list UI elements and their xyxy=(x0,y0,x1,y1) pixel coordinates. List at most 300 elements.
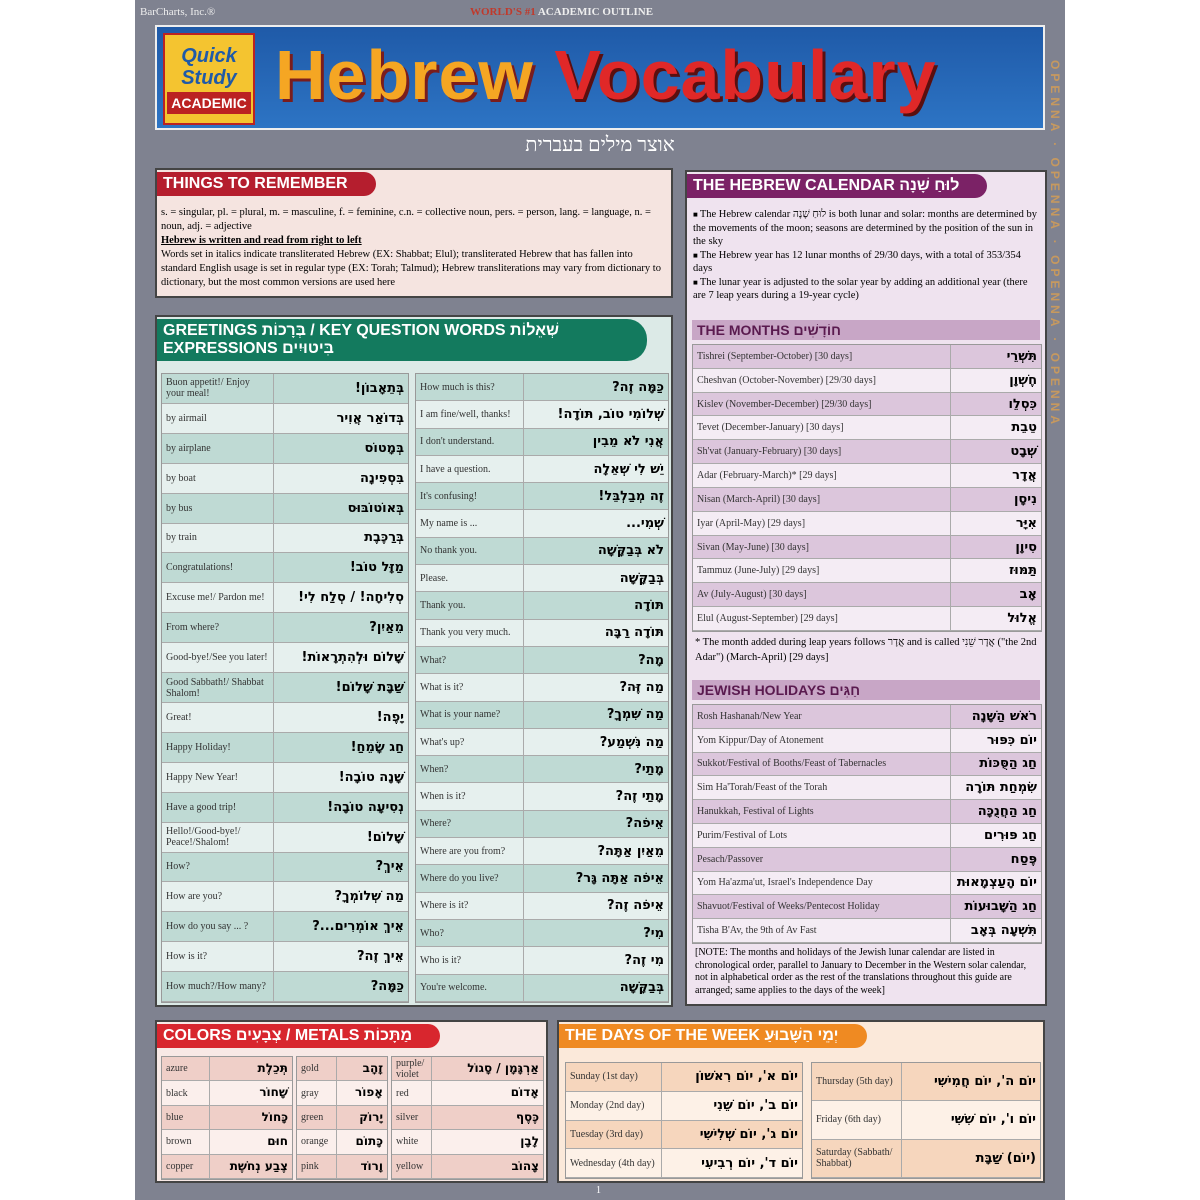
table-row xyxy=(693,824,1041,848)
hebrew-term: יוֹם ו', יוֹם שִׁשִּׁי xyxy=(950,1112,1036,1128)
table-row xyxy=(416,538,668,565)
english-term: My name is ... xyxy=(416,510,524,536)
holidays-table xyxy=(692,704,1042,944)
table-row xyxy=(392,1155,543,1179)
section-heading: GREETINGS בְּרָכוֹת / KEY QUESTION WORDS שְׁאֵלוֹת EXPRESSIONS בִּיטוּיִים xyxy=(157,319,647,361)
hebrew-term: אִיָּר xyxy=(1015,515,1037,531)
table-row xyxy=(812,1140,1040,1178)
hebrew-term: מַה נִּשְׁמַע? xyxy=(599,734,664,750)
english-term: I am fine/well, thanks! xyxy=(416,401,524,427)
english-term: Sh'vat (January-February) [30 days] xyxy=(693,440,951,463)
section-heading: THE DAYS OF THE WEEK יְמֵי הַשָּׁבוּעַ xyxy=(559,1024,867,1048)
calendar-bullets xyxy=(693,208,1039,303)
abbreviations: s. = singular, pl. = plural, m. = masculine, f. = feminine, c.n. = collective noun, pers. = person, lang. = language, n. = noun, adj. = adjective xyxy=(161,207,651,232)
table-row xyxy=(297,1130,387,1154)
hebrew-term: אֵיפֹה? xyxy=(625,816,664,832)
table-row xyxy=(693,536,1041,560)
hebrew-term: יוֹם ה', יוֹם חֲמִישִׁי xyxy=(934,1074,1036,1090)
table-row xyxy=(693,440,1041,464)
english-term: white xyxy=(392,1130,432,1153)
logo-line: Quick xyxy=(181,44,237,67)
section-heading: COLORS צְבָעִים / METALS מַתָּכוֹת xyxy=(157,1024,440,1048)
english-term: What? xyxy=(416,647,524,673)
hebrew-term: אֵיפֹה זֶה? xyxy=(607,898,664,914)
english-term: Tevet (December-January) [30 days] xyxy=(693,416,951,439)
hebrew-term: מַה שְּׁלוֹמְךָ? xyxy=(334,889,404,905)
english-term: Thank you very much. xyxy=(416,620,524,646)
english-term: You're welcome. xyxy=(416,975,524,1001)
table-row xyxy=(162,613,408,643)
hebrew-term: שָׁלוֹם! xyxy=(366,829,404,845)
english-term: I have a question. xyxy=(416,456,524,482)
english-term: What is your name? xyxy=(416,702,524,728)
quickstudy-logo xyxy=(163,33,255,125)
colors-table xyxy=(296,1056,388,1180)
english-term: Nisan (March-April) [30 days] xyxy=(693,488,951,511)
hebrew-term: בְּרַכֶּבֶת xyxy=(364,530,404,546)
english-term: Sivan (May-June) [30 days] xyxy=(693,536,951,559)
english-term: Friday (6th day) xyxy=(812,1101,902,1138)
english-term: Where are you from? xyxy=(416,838,524,864)
table-row xyxy=(162,583,408,613)
hebrew-term: מַזָּל טוֹב! xyxy=(349,560,404,576)
english-term: Pesach/Passover xyxy=(693,848,951,871)
english-term: How much?/How many? xyxy=(162,972,274,1001)
english-term: Please. xyxy=(416,565,524,591)
table-row xyxy=(162,673,408,703)
hebrew-term: אֲדָר xyxy=(1012,468,1037,484)
english-term: What is it? xyxy=(416,674,524,700)
hebrew-term: יוֹם הָעַצְמָאוּת xyxy=(956,875,1037,891)
english-term: From where? xyxy=(162,613,274,642)
hebrew-subtitle: אוצר מילים בעברית xyxy=(525,134,675,156)
table-row xyxy=(392,1106,543,1130)
english-term: by train xyxy=(162,524,274,553)
english-term: Adar (February-March)* [29 days] xyxy=(693,464,951,487)
hebrew-term: בְּבַקָּשָׁה xyxy=(619,570,664,586)
hebrew-term: זֶה מְבַלְבֵּל! xyxy=(598,488,664,504)
table-row xyxy=(162,524,408,554)
english-term: Good-bye!/See you later! xyxy=(162,643,274,672)
bullet: ■ The Hebrew calendar לוּחַ שָׁנָה is both lunar and solar: months are determined by the movements of the moon; seasons are determined by the position of the sun in the sky xyxy=(693,208,1039,249)
table-row xyxy=(162,853,408,883)
table-row xyxy=(693,488,1041,512)
things-text xyxy=(161,206,667,290)
section-heading: THINGS TO REMEMBER xyxy=(157,172,376,196)
table-row xyxy=(162,494,408,524)
table-row xyxy=(162,1155,292,1179)
table-row xyxy=(416,920,668,947)
hebrew-term: תְּכֵלֶת xyxy=(257,1061,288,1075)
tagline-text: ACADEMIC OUTLINE xyxy=(535,6,654,18)
table-row xyxy=(162,464,408,494)
english-term: Where do you live? xyxy=(416,865,524,891)
english-term: Sukkot/Festival of Booths/Feast of Tabernacles xyxy=(693,753,951,776)
hebrew-term: שַׁבָּת שָׁלוֹם! xyxy=(335,680,404,696)
english-term: Where? xyxy=(416,811,524,837)
english-term: How? xyxy=(162,853,274,882)
table-row xyxy=(693,607,1041,631)
table-row xyxy=(162,972,408,1002)
table-row xyxy=(693,583,1041,607)
hebrew-term: לָבָן xyxy=(520,1134,539,1149)
table-row xyxy=(297,1057,387,1081)
hebrew-term: כִּסְלֵו xyxy=(1008,396,1037,412)
hebrew-term: סִיוָן xyxy=(1015,539,1037,555)
english-term: black xyxy=(162,1081,210,1104)
page-title xyxy=(275,35,937,115)
hebrew-term: אָדוֹם xyxy=(510,1085,539,1100)
hebrew-term: סְלִיחָה! / סְלַח לִי! xyxy=(298,590,404,606)
table-row xyxy=(693,800,1041,824)
hebrew-term: תִּשְׁרֵי xyxy=(1006,348,1037,364)
table-row xyxy=(416,811,668,838)
hebrew-term: אֵיפֹה אַתָּה גָּר? xyxy=(575,870,664,886)
english-term: Who? xyxy=(416,920,524,946)
hebrew-term: שָׁנָה טוֹבָה! xyxy=(338,769,404,785)
table-row xyxy=(162,434,408,464)
english-term: Cheshvan (October-November) [29/30 days] xyxy=(693,369,951,392)
english-term: yellow xyxy=(392,1155,432,1178)
table-row xyxy=(416,565,668,592)
hebrew-term: מֵאַיִן אַתָּה? xyxy=(597,843,664,859)
table-row xyxy=(162,793,408,823)
hebrew-term: תַּמּוּז xyxy=(1009,563,1037,579)
table-row xyxy=(416,756,668,783)
hebrew-term: בְּתֵאָבוֹן! xyxy=(354,380,404,396)
hebrew-term: בִּסְפִינָה xyxy=(360,470,404,486)
table-row xyxy=(162,374,408,404)
table-row xyxy=(416,783,668,810)
english-term: How is it? xyxy=(162,942,274,971)
table-row xyxy=(416,893,668,920)
table-row xyxy=(416,429,668,456)
logo-line: Study xyxy=(181,66,237,89)
table-row xyxy=(693,464,1041,488)
english-term: by bus xyxy=(162,494,274,523)
hebrew-term: חֶשְׁוָן xyxy=(1009,372,1037,388)
table-row xyxy=(392,1057,543,1081)
english-term: red xyxy=(392,1081,432,1104)
hebrew-term: שָׁלוֹם וּלְהִתְרָאוֹת! xyxy=(301,650,404,666)
english-term: Tammuz (June-July) [29 days] xyxy=(693,559,951,582)
hebrew-term: בְּאוֹטוֹבּוּס xyxy=(347,500,404,516)
hebrew-term: חַג פּוּרִים xyxy=(984,827,1037,843)
english-term: Happy New Year! xyxy=(162,763,274,792)
hebrew-term: חַג שָׂמֵחַ! xyxy=(350,739,404,755)
hebrew-term: יָרוֹק xyxy=(359,1109,383,1124)
hebrew-term: אֵיךְ? xyxy=(375,859,404,875)
english-term: Sim Ha'Torah/Feast of the Torah xyxy=(693,776,951,799)
hebrew-term: כָּחוֹל xyxy=(261,1109,288,1124)
english-term: Who is it? xyxy=(416,947,524,973)
table-row xyxy=(162,1057,292,1081)
table-row xyxy=(416,510,668,537)
hebrew-term: יוֹם ג', יוֹם שְׁלִישִׁי xyxy=(699,1126,798,1142)
title-part: Hebrew xyxy=(275,36,555,114)
hebrew-term: יוֹם ד', יוֹם רְבִיעִי xyxy=(701,1155,798,1171)
english-term: I don't understand. xyxy=(416,429,524,455)
english-term: Tishrei (September-October) [30 days] xyxy=(693,345,951,368)
greetings-table-left xyxy=(161,373,409,1003)
table-row xyxy=(297,1106,387,1130)
months-heading: THE MONTHS חוֹדָשִׁים xyxy=(692,320,1040,340)
english-term: Elul (August-September) [29 days] xyxy=(693,607,951,630)
english-term: Where is it? xyxy=(416,893,524,919)
table-row xyxy=(693,848,1041,872)
hebrew-term: וָרוֹד xyxy=(360,1158,383,1173)
hebrew-term: אֲנִי לֹא מֵבִין xyxy=(592,434,664,450)
hebrew-term: חַג הַחֲנֻכָּה xyxy=(977,804,1037,820)
section-heading: THE HEBREW CALENDAR לוּחַ שָׁנָה xyxy=(687,174,987,198)
table-row xyxy=(693,729,1041,753)
hebrew-term: (יוֹם) שַׁבָּת xyxy=(975,1150,1036,1166)
table-row xyxy=(162,1081,292,1105)
english-term: by boat xyxy=(162,464,274,493)
calendar-note: [NOTE: The months and holidays of the Jewish lunar calendar are listed in chronological order, parallel to January to December in the Western solar calendar, not in alphabetical order as the rest of the translations throughout this guide are arranged; same applies to the days of the week] xyxy=(695,947,1027,996)
page-number: 1 xyxy=(596,1185,601,1196)
english-term: Tuesday (3rd day) xyxy=(566,1121,662,1149)
spine-watermark: OPENNA · OPENNA · OPENNA · OPENNA xyxy=(1048,60,1062,429)
english-term: Yom Ha'azma'ut, Israel's Independence Day xyxy=(693,872,951,895)
colors-table xyxy=(391,1056,544,1180)
english-term: Buon appetit!/ Enjoy your meal! xyxy=(162,374,274,403)
english-term: Tisha B'Av, the 9th of Av Fast xyxy=(693,919,951,942)
table-row xyxy=(693,369,1041,393)
english-term: Hello!/Good-bye!/ Peace!/Shalom! xyxy=(162,823,274,852)
tagline xyxy=(470,6,653,18)
hebrew-term: מַה שִּׁמְךָ? xyxy=(606,707,664,723)
table-row xyxy=(416,456,668,483)
english-term: Saturday (Sabbath/ Shabbat) xyxy=(812,1140,902,1177)
table-row xyxy=(162,643,408,673)
english-term: How are you? xyxy=(162,882,274,911)
english-term: pink xyxy=(297,1155,337,1178)
bullet: ■ The lunar year is adjusted to the solar year by adding an additional year (there are 7 leap years during a 19-year cycle) xyxy=(693,276,1039,303)
table-row xyxy=(693,872,1041,896)
english-term: gold xyxy=(297,1057,337,1080)
table-row xyxy=(392,1081,543,1105)
bullet: ■ The Hebrew year has 12 lunar months of 29/30 days, with a total of 353/354 days xyxy=(693,249,1039,276)
colors-table xyxy=(161,1056,293,1180)
hebrew-term: שְׁמִי... xyxy=(626,516,664,532)
english-term: It's confusing! xyxy=(416,483,524,509)
english-term: blue xyxy=(162,1106,210,1129)
table-row xyxy=(566,1149,802,1178)
table-row xyxy=(416,647,668,674)
english-term: azure xyxy=(162,1057,210,1080)
hebrew-term: צָהוֹב xyxy=(511,1158,539,1173)
english-term: Happy Holiday! xyxy=(162,733,274,762)
hebrew-term: כַּמָּה זֶה? xyxy=(612,379,664,395)
english-term: What's up? xyxy=(416,729,524,755)
table-row xyxy=(416,975,668,1002)
english-term: orange xyxy=(297,1130,337,1153)
hebrew-term: שִׂמְחַת תּוֹרָה xyxy=(965,780,1037,796)
hebrew-term: מָתַי? xyxy=(634,761,664,777)
table-row xyxy=(162,942,408,972)
title-banner xyxy=(155,25,1045,130)
table-row xyxy=(162,404,408,434)
hebrew-term: אֵיךְ אוֹמְרִים...? xyxy=(312,919,404,935)
english-term: silver xyxy=(392,1106,432,1129)
transliteration-note: Words set in italics indicate transliterated Hebrew (EX: Shabbat; Elul); transliterated Hebrew that has fallen into standard English usage is set in regular type (EX: Torah; Talmud); Hebrew transliterations may vary from dictionary to dictionary, but the most common versions are used here xyxy=(161,249,661,288)
table-row xyxy=(693,919,1041,943)
english-term: copper xyxy=(162,1155,210,1178)
hebrew-term: מַה זֶּה? xyxy=(619,679,664,695)
english-term: Iyar (April-May) [29 days] xyxy=(693,512,951,535)
hebrew-term: בְּבַקָּשָׁה xyxy=(619,980,664,996)
table-row xyxy=(693,705,1041,729)
hebrew-term: צֶבַע נְחֹשֶׁת xyxy=(229,1158,288,1173)
hebrew-term: פֶּסַח xyxy=(1010,851,1037,867)
english-term: When is it? xyxy=(416,783,524,809)
english-term: Monday (2nd day) xyxy=(566,1092,662,1120)
table-row xyxy=(416,947,668,974)
hebrew-term: רֹאשׁ הַשָּׁנָה xyxy=(971,708,1037,724)
english-term: by airplane xyxy=(162,434,274,463)
table-row xyxy=(812,1063,1040,1101)
hebrew-term: נְסִיעָה טוֹבָה! xyxy=(327,799,404,815)
table-row xyxy=(416,838,668,865)
hebrew-term: בְּמָטוֹס xyxy=(364,440,404,456)
hebrew-term: מִי? xyxy=(643,925,664,941)
greetings-table-right xyxy=(415,373,669,1003)
hebrew-term: אַרְגָּמָן / סָגוֹל xyxy=(467,1061,539,1075)
english-term: Shavuot/Festival of Weeks/Pentecost Holiday xyxy=(693,895,951,918)
table-row xyxy=(693,776,1041,800)
hebrew-term: טֵבֵת xyxy=(1011,420,1037,436)
english-term: Thank you. xyxy=(416,592,524,618)
english-term: Have a good trip! xyxy=(162,793,274,822)
table-row xyxy=(162,912,408,942)
table-row xyxy=(297,1155,387,1179)
holidays-heading: JEWISH HOLIDAYS חַגִּים xyxy=(692,680,1040,700)
english-term: Av (July-August) [30 days] xyxy=(693,583,951,606)
english-term: Wednesday (4th day) xyxy=(566,1149,662,1177)
hebrew-term: תּוֹדָה xyxy=(634,598,664,614)
english-term: How do you say ... ? xyxy=(162,912,274,941)
table-row xyxy=(416,374,668,401)
hebrew-term: תִּשְׁעָה בְּאָב xyxy=(970,923,1037,939)
table-row xyxy=(162,1106,292,1130)
table-row xyxy=(693,512,1041,536)
english-term: Sunday (1st day) xyxy=(566,1063,662,1091)
english-term: Thursday (5th day) xyxy=(812,1063,902,1100)
table-row xyxy=(693,895,1041,919)
english-term: Yom Kippur/Day of Atonement xyxy=(693,729,951,752)
hebrew-term: אֵיךְ זֶה? xyxy=(356,949,404,965)
table-row xyxy=(566,1121,802,1150)
days-table xyxy=(565,1062,803,1179)
hebrew-term: יוֹם א', יוֹם רִאשׁוֹן xyxy=(695,1069,798,1085)
table-row xyxy=(566,1063,802,1092)
colors-section xyxy=(155,1020,548,1183)
table-row xyxy=(416,729,668,756)
hebrew-term: יוֹם ב', יוֹם שֵׁנִי xyxy=(713,1098,798,1114)
hebrew-term: שְׁלוֹמִי טוֹב, תּוֹדָה! xyxy=(557,406,664,422)
leap-month-note: * The month added during leap years follows אֲדָר and is called אֲדָר שֵׁנִי ("the 2nd Adar") (March-April) [29 days] xyxy=(695,637,1037,663)
table-row xyxy=(416,865,668,892)
hebrew-term: מֵאַיִן? xyxy=(369,620,404,636)
english-term: purple/ violet xyxy=(392,1057,432,1080)
english-term: Rosh Hashanah/New Year xyxy=(693,705,951,728)
hebrew-term: מָתַי זֶה? xyxy=(615,789,664,805)
hebrew-term: חוּם xyxy=(267,1134,288,1149)
english-term: Excuse me!/ Pardon me! xyxy=(162,583,274,612)
table-row xyxy=(812,1101,1040,1139)
hebrew-term: כֶּסֶף xyxy=(515,1109,539,1124)
days-table xyxy=(811,1062,1041,1179)
table-row xyxy=(693,753,1041,777)
english-term: Hanukkah, Festival of Lights xyxy=(693,800,951,823)
title-part: Vocabulary xyxy=(554,36,937,114)
hebrew-term: יוֹם כִּפּוּר xyxy=(986,732,1037,748)
hebrew-term: מָה? xyxy=(638,652,664,668)
hebrew-term: כָּתוֹם xyxy=(355,1134,383,1149)
direction-note: Hebrew is written and read from right to left xyxy=(161,235,362,246)
english-term: Congratulations! xyxy=(162,553,274,582)
table-row xyxy=(162,703,408,733)
table-row xyxy=(693,559,1041,583)
english-term: gray xyxy=(297,1081,337,1104)
table-row xyxy=(693,393,1041,417)
tagline-brand: WORLD'S #1 xyxy=(470,6,536,18)
table-row xyxy=(162,823,408,853)
hebrew-term: מִי זֶה? xyxy=(624,952,664,968)
hebrew-term: בְּדוֹאַר אֲוִיר xyxy=(336,410,404,426)
english-term: Purim/Festival of Lots xyxy=(693,824,951,847)
things-to-remember-section xyxy=(155,168,673,298)
english-term: by airmail xyxy=(162,404,274,433)
hebrew-term: לֹא בְּבַקָּשָׁה xyxy=(597,543,664,559)
table-row xyxy=(566,1092,802,1121)
english-term: Good Sabbath!/ Shabbat Shalom! xyxy=(162,673,274,702)
days-of-week-section xyxy=(557,1020,1045,1183)
table-row xyxy=(162,553,408,583)
table-row xyxy=(416,401,668,428)
english-term: When? xyxy=(416,756,524,782)
hebrew-term: תּוֹדָה רַבָּה xyxy=(604,625,664,641)
logo-line: ACADEMIC xyxy=(167,92,250,114)
table-row xyxy=(693,345,1041,369)
hebrew-term: שְׁבָט xyxy=(1010,444,1037,460)
hebrew-term: שָׁחוֹר xyxy=(259,1085,288,1100)
hebrew-term: אָב xyxy=(1019,587,1037,603)
english-term: brown xyxy=(162,1130,210,1153)
table-row xyxy=(693,416,1041,440)
table-row xyxy=(392,1130,543,1154)
table-row xyxy=(162,1130,292,1154)
english-term: Great! xyxy=(162,703,274,732)
table-row xyxy=(416,620,668,647)
table-row xyxy=(162,763,408,793)
table-row xyxy=(416,592,668,619)
hebrew-term: אָפוֹר xyxy=(355,1085,383,1100)
english-term: Kislev (November-December) [29/30 days] xyxy=(693,393,951,416)
table-row xyxy=(416,483,668,510)
english-term: How much is this? xyxy=(416,374,524,400)
table-row xyxy=(416,674,668,701)
table-row xyxy=(416,702,668,729)
table-row xyxy=(297,1081,387,1105)
hebrew-term: חַג הַשָּׁבוּעוֹת xyxy=(964,899,1037,915)
hebrew-term: חַג הַסֻּכּוֹת xyxy=(979,756,1037,772)
table-row xyxy=(162,733,408,763)
publisher: BarCharts, Inc.® xyxy=(140,6,216,18)
hebrew-term: אֱלוּל xyxy=(1007,611,1037,627)
english-term: green xyxy=(297,1106,337,1129)
